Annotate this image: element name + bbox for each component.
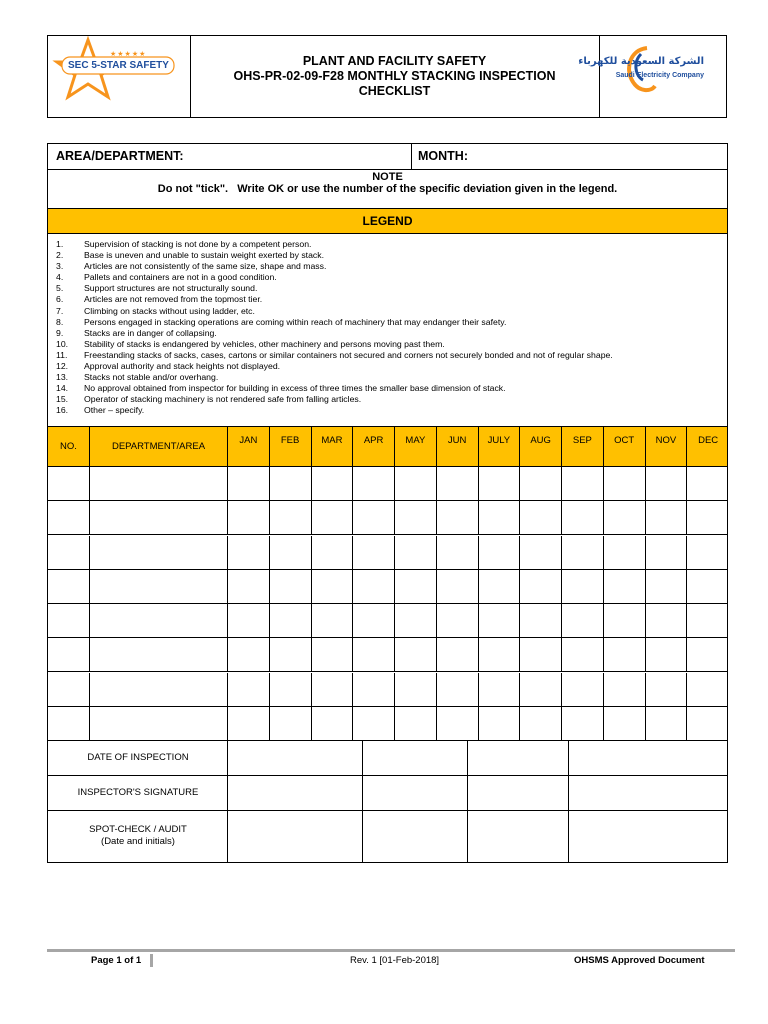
month-cell[interactable] [353, 673, 395, 706]
month-cell[interactable] [604, 673, 646, 706]
department-cell[interactable] [90, 501, 228, 534]
date-cell[interactable] [228, 741, 363, 775]
month-cell[interactable] [646, 638, 688, 671]
legend-item-text: Stacks are in danger of collapsing. [84, 327, 217, 338]
date-of-inspection-row [48, 741, 727, 776]
company-name-english: Saudi Electricity Company [615, 72, 704, 79]
department-cell[interactable] [90, 638, 228, 671]
logo-text: SEC 5-STAR SAFETY [68, 60, 169, 71]
month-cell[interactable] [646, 467, 688, 500]
month-cell[interactable] [437, 638, 479, 671]
legend-item [56, 394, 716, 405]
legend-item-number: 13. [56, 372, 69, 383]
month-cell[interactable] [479, 570, 521, 603]
legend-item [56, 328, 716, 339]
month-cell[interactable] [353, 536, 395, 569]
legend-list [56, 239, 716, 417]
legend-item-text: Operator of stacking machinery is not rendered safe from falling articles. [84, 394, 362, 405]
month-cell[interactable] [604, 570, 646, 603]
table-row [48, 536, 727, 570]
month-cell[interactable] [479, 536, 521, 569]
month-cell[interactable] [312, 570, 354, 603]
signature-cell[interactable] [468, 776, 569, 810]
legend-item-number: 3. [56, 261, 64, 272]
month-cell[interactable] [604, 501, 646, 534]
month-cell[interactable] [479, 638, 521, 671]
no-cell[interactable] [48, 707, 90, 740]
legend-item [56, 283, 716, 294]
month-cell[interactable] [395, 707, 437, 740]
month-cell[interactable] [562, 467, 604, 500]
col-no-header: NO. [48, 427, 90, 466]
legend-item [56, 405, 716, 416]
month-cell[interactable] [562, 501, 604, 534]
col-department-header: DEPARTMENT/AREA [90, 427, 228, 466]
title-line-3: CHECKLIST [358, 84, 431, 98]
month-cell[interactable] [437, 673, 479, 706]
month-header-oct: OCT [604, 427, 646, 466]
table-row [48, 570, 727, 604]
month-header-apr: APR [353, 427, 395, 466]
month-cell[interactable] [312, 638, 354, 671]
month-header-nov: NOV [646, 427, 688, 466]
month-cell[interactable] [520, 467, 562, 500]
month-cell[interactable] [646, 707, 688, 740]
month-cell[interactable] [395, 501, 437, 534]
month-header-aug: AUG [520, 427, 562, 466]
legend-item-text: Pallets and containers are not in a good condition. [84, 272, 277, 283]
title-line-1: PLANT AND FACILITY SAFETY [302, 54, 487, 68]
legend-item-number: 15. [56, 394, 69, 405]
note-title: NOTE [372, 171, 403, 183]
legend-item-number: 16. [56, 405, 69, 416]
table-row [48, 604, 727, 638]
legend-item-number: 4. [56, 272, 64, 283]
sec-company-logo [578, 36, 726, 117]
month-cell[interactable] [353, 467, 395, 500]
spot-check-cell[interactable] [363, 811, 468, 862]
month-cell[interactable] [437, 707, 479, 740]
month-cell[interactable] [270, 673, 312, 706]
month-cell[interactable] [604, 604, 646, 637]
spot-check-row [48, 811, 727, 862]
month-cell[interactable] [687, 604, 729, 637]
month-cell[interactable] [687, 570, 729, 603]
legend-item [56, 239, 716, 250]
department-cell[interactable] [90, 536, 228, 569]
page-number: Page 1 of 1 [91, 955, 142, 966]
month-cell[interactable] [395, 536, 437, 569]
month-cell[interactable] [437, 604, 479, 637]
star-logo-icon [48, 36, 190, 118]
no-cell[interactable] [48, 467, 90, 500]
legend-item-number: 5. [56, 283, 64, 294]
month-cell[interactable] [687, 467, 729, 500]
month-cell[interactable] [353, 638, 395, 671]
month-cell[interactable] [312, 707, 354, 740]
date-of-inspection-label: DATE OF INSPECTION [87, 752, 189, 763]
month-cell[interactable] [646, 501, 688, 534]
legend-item-text: Stacks not stable and/or overhang. [84, 372, 219, 383]
month-cell[interactable] [646, 536, 688, 569]
month-cell[interactable] [604, 638, 646, 671]
month-cell[interactable] [562, 673, 604, 706]
month-cell[interactable] [270, 570, 312, 603]
area-month-row [48, 144, 727, 170]
legend-item [56, 361, 716, 372]
legend-item-number: 11. [56, 349, 68, 360]
title-line-2: OHS-PR-02-09-F28 MONTHLY STACKING INSPECTION [233, 69, 556, 83]
month-cell[interactable] [646, 570, 688, 603]
month-cell[interactable] [479, 707, 521, 740]
month-cell[interactable] [520, 536, 562, 569]
date-cell[interactable] [468, 741, 569, 775]
month-cell[interactable] [270, 638, 312, 671]
legend-item-number: 9. [56, 327, 64, 338]
month-cell[interactable] [437, 536, 479, 569]
month-cell[interactable] [353, 570, 395, 603]
month-cell[interactable] [520, 673, 562, 706]
month-cell[interactable] [479, 501, 521, 534]
month-header-dec: DEC [698, 435, 719, 446]
month-header-sep: SEP [562, 427, 604, 466]
legend-item-number: 1. [56, 239, 64, 249]
no-cell[interactable] [48, 604, 90, 637]
date-cell[interactable] [363, 741, 468, 775]
legend-item-number: 14. [56, 383, 69, 394]
no-cell[interactable] [48, 536, 90, 569]
inspector-signature-row [48, 776, 727, 811]
month-cell[interactable] [353, 604, 395, 637]
legend-item-text: Base is uneven and unable to sustain weight exerted by stack. [84, 250, 325, 261]
no-cell[interactable] [48, 570, 90, 603]
department-cell[interactable] [90, 570, 228, 603]
month-cell[interactable] [646, 604, 688, 637]
month-cell[interactable] [228, 467, 270, 500]
month-cell[interactable] [687, 707, 729, 740]
month-cell[interactable] [270, 501, 312, 534]
month-cell[interactable] [228, 673, 270, 706]
department-cell[interactable] [90, 673, 228, 706]
month-cell[interactable] [562, 570, 604, 603]
department-cell[interactable] [90, 467, 228, 500]
legend-item-number: 8. [56, 316, 64, 327]
no-cell[interactable] [48, 673, 90, 706]
month-cell[interactable] [604, 707, 646, 740]
page-divider [150, 954, 153, 967]
month-cell[interactable] [353, 707, 395, 740]
legend-item [56, 261, 716, 272]
legend-item-text: Persons engaged in stacking operations are coming within reach of machinery that may endanger their safety. [84, 316, 507, 327]
legend-item [56, 350, 716, 361]
month-cell[interactable] [312, 604, 354, 637]
month-cell[interactable] [520, 604, 562, 637]
no-cell[interactable] [48, 501, 90, 534]
month-cell[interactable] [270, 536, 312, 569]
month-cell[interactable] [228, 707, 270, 740]
month-cell[interactable] [562, 707, 604, 740]
month-cell[interactable] [562, 638, 604, 671]
month-cell[interactable] [437, 501, 479, 534]
month-cell[interactable] [395, 570, 437, 603]
legend-item [56, 294, 716, 305]
area-department-label: AREA/DEPARTMENT: [56, 149, 184, 163]
month-cell[interactable] [562, 536, 604, 569]
department-cell[interactable] [90, 707, 228, 740]
spot-check-cell[interactable] [468, 811, 569, 862]
month-cell[interactable] [687, 536, 729, 569]
signature-cell[interactable] [363, 776, 468, 810]
month-cell[interactable] [228, 604, 270, 637]
month-cell[interactable] [437, 467, 479, 500]
month-cell[interactable] [395, 673, 437, 706]
month-cell[interactable] [479, 604, 521, 637]
legend-item-text: Support structures are not structurally sound. [84, 283, 258, 294]
legend-item-text: Stability of stacks is endangered by vehicles, other machinery and persons moving past them. [84, 338, 445, 349]
legend-item-number: 7. [56, 305, 64, 316]
legend-item-number: 12. [56, 361, 69, 372]
legend-item-text: Articles are not removed from the topmost tier. [84, 294, 263, 305]
month-header-mar: MAR [312, 427, 354, 466]
month-cell[interactable] [562, 604, 604, 637]
month-cell[interactable] [312, 673, 354, 706]
month-header-jun: JUN [437, 427, 479, 466]
legend-item-text: Articles are not consistently of the same size, shape and mass. [84, 261, 327, 272]
month-cell[interactable] [437, 570, 479, 603]
legend-item [56, 317, 716, 328]
table-row [48, 501, 727, 535]
month-cell[interactable] [520, 570, 562, 603]
month-header-may: MAY [395, 427, 437, 466]
month-cell[interactable] [228, 501, 270, 534]
spot-check-sublabel: (Date and initials) [101, 836, 175, 847]
document-header [47, 35, 727, 118]
month-cell[interactable] [312, 501, 354, 534]
month-cell[interactable] [353, 501, 395, 534]
month-cell[interactable] [228, 638, 270, 671]
month-cell[interactable] [312, 536, 354, 569]
inspection-form [47, 143, 728, 863]
legend-item-number: 10. [56, 338, 69, 349]
month-cell[interactable] [520, 707, 562, 740]
month-cell[interactable] [479, 673, 521, 706]
month-cell[interactable] [395, 638, 437, 671]
month-label: MONTH: [418, 149, 468, 163]
legend-item-text: No approval obtained from inspector for building in excess of three times the smaller base dimension of stack. [84, 383, 506, 394]
month-cell[interactable] [646, 673, 688, 706]
month-cell[interactable] [395, 467, 437, 500]
month-cell[interactable] [270, 467, 312, 500]
legend-item-text: Freestanding stacks of sacks, cases, cartons or similar containers not secured and corners not securely bonded and not of regular shape. [84, 349, 613, 360]
note-text: Do not "tick". Write OK or use the number of the specific deviation given in the legend. [157, 183, 618, 195]
month-cell[interactable] [312, 467, 354, 500]
no-cell[interactable] [48, 638, 90, 671]
month-cell[interactable] [604, 467, 646, 500]
month-header-feb: FEB [270, 427, 312, 466]
signature-cell[interactable] [228, 776, 363, 810]
legend-item-text: Other – specify. [84, 405, 145, 416]
month-cell[interactable] [604, 536, 646, 569]
document-status: OHSMS Approved Document [574, 955, 705, 966]
table-row [48, 673, 727, 707]
month-cell[interactable] [520, 638, 562, 671]
legend-item [56, 306, 716, 317]
footer-rule [47, 949, 735, 952]
month-cell[interactable] [479, 467, 521, 500]
month-cell[interactable] [687, 673, 729, 706]
legend-item [56, 250, 716, 261]
table-row [48, 707, 727, 741]
legend-item [56, 339, 716, 350]
legend-item [56, 383, 716, 394]
month-header-jan: JAN [228, 427, 270, 466]
table-row [48, 467, 727, 501]
month-cell[interactable] [395, 604, 437, 637]
sec-safety-logo [48, 36, 191, 117]
month-cell[interactable] [270, 604, 312, 637]
logo-stars: ★★★★★ [110, 51, 147, 58]
document-title [190, 36, 600, 117]
month-cell[interactable] [270, 707, 312, 740]
legend-item-text: Supervision of stacking is not done by a competent person. [84, 239, 312, 249]
note-box [48, 169, 727, 209]
revision-text: Rev. 1 [01-Feb-2018] [350, 955, 440, 966]
legend-item [56, 272, 716, 283]
inspector-signature-label: INSPECTOR'S SIGNATURE [77, 787, 199, 798]
department-cell[interactable] [90, 604, 228, 637]
spot-check-cell[interactable] [228, 811, 363, 862]
legend-item-number: 6. [56, 294, 64, 305]
company-name-arabic: الشركة السعودية للكهرباء [578, 56, 704, 67]
legend-item-text: Approval authority and stack heights not displayed. [84, 361, 281, 372]
month-cell[interactable] [520, 501, 562, 534]
table-row [48, 638, 727, 672]
month-cell[interactable] [228, 536, 270, 569]
legend-item-text: Climbing on stacks without using ladder, etc. [84, 305, 255, 316]
month-cell[interactable] [228, 570, 270, 603]
month-header-july: JULY [479, 427, 521, 466]
legend-item-number: 2. [56, 250, 64, 261]
month-cell[interactable] [687, 501, 729, 534]
month-cell[interactable] [687, 638, 729, 671]
legend-title: LEGEND [48, 209, 727, 234]
legend-item [56, 372, 716, 383]
spot-check-label: SPOT-CHECK / AUDIT [89, 824, 187, 835]
table-header [48, 426, 727, 467]
